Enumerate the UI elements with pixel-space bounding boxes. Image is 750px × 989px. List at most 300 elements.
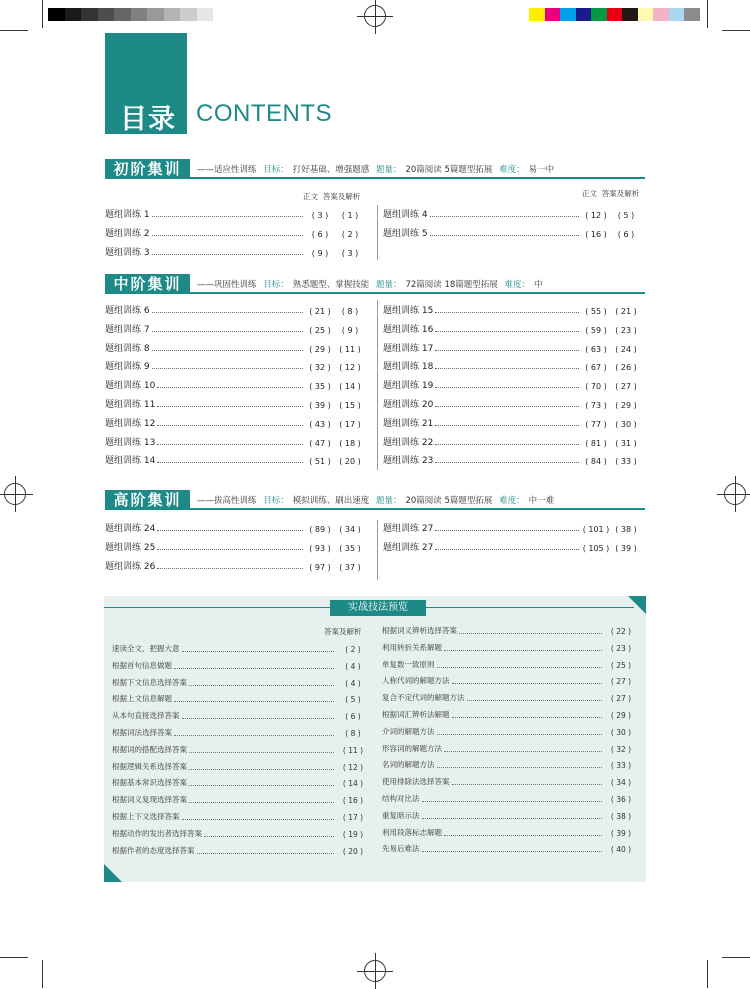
crop-mark [0, 957, 28, 958]
dot-leader [157, 530, 303, 531]
dot-leader [452, 717, 603, 718]
toc-row[interactable] [105, 434, 365, 448]
color-swatch [669, 8, 685, 21]
dot-leader [197, 853, 335, 854]
toc-label: 题组训练 15 [383, 306, 434, 316]
dot-leader [157, 406, 303, 407]
toc-row[interactable] [105, 206, 365, 220]
dot-leader [204, 836, 334, 837]
column-divider [377, 520, 378, 580]
dot-leader [152, 312, 303, 313]
toc-row[interactable] [105, 558, 365, 572]
toc-answer-page: ( 11 ) [339, 344, 361, 354]
skill-page: ( 36 ) [610, 795, 632, 804]
toc-page: ( 81 ) [585, 438, 607, 448]
skill-label: 根据词法选择答案 [112, 728, 172, 737]
toc-label: 题组训练 4 [383, 210, 428, 220]
toc-answer-page: ( 1 ) [341, 211, 359, 220]
column-header: 正文 答案及解析 [582, 189, 640, 198]
page-title: 目录 [120, 104, 176, 135]
dot-leader [444, 751, 602, 752]
toc-label: 题组训练 9 [105, 362, 150, 373]
toc-answer-page: ( 14 ) [339, 382, 361, 392]
dot-leader [435, 549, 579, 550]
column-header: 正文 答案及解析 [303, 192, 361, 201]
color-swatch [653, 8, 669, 21]
toc-label: 题组训练 13 [105, 437, 156, 448]
skill-page: ( 6 ) [345, 712, 361, 722]
toc-answer-page: ( 27 ) [615, 382, 637, 392]
skill-page: ( 19 ) [342, 829, 364, 839]
skill-row[interactable] [112, 659, 370, 671]
dot-leader [189, 752, 334, 753]
toc-page: ( 59 ) [585, 325, 607, 335]
toc-label: 题组训练 10 [105, 381, 156, 392]
skill-row[interactable] [382, 708, 638, 720]
toc-page: ( 32 ) [309, 363, 331, 373]
toc-page: ( 73 ) [585, 401, 607, 410]
toc-page: ( 97 ) [309, 562, 331, 572]
skill-page: ( 38 ) [610, 811, 632, 821]
skill-row[interactable] [112, 642, 370, 654]
section-header-intermediate [105, 274, 645, 294]
skill-page: ( 14 ) [342, 779, 364, 789]
toc-page: ( 51 ) [309, 457, 331, 467]
crop-mark [707, 960, 708, 988]
registration-mark-icon [4, 483, 26, 505]
toc-page: ( 77 ) [585, 419, 607, 429]
toc-row[interactable] [383, 358, 641, 372]
color-swatch [545, 8, 561, 21]
skill-row[interactable] [382, 809, 638, 821]
toc-row[interactable] [105, 225, 365, 239]
toc-row[interactable] [383, 340, 641, 354]
toc-row[interactable] [105, 377, 365, 391]
toc-page: ( 3 ) [311, 211, 329, 220]
crop-mark [42, 0, 43, 28]
column-header: 答案及解析 [324, 627, 362, 636]
skill-row[interactable] [112, 726, 370, 738]
toc-row[interactable] [105, 396, 365, 410]
toc-label: 题组训练 12 [105, 418, 156, 429]
toc-label: 题组训练 26 [105, 561, 156, 572]
toc-label: 题组训练 20 [383, 400, 434, 410]
toc-row[interactable] [105, 452, 365, 466]
toc-label: 题组训练 7 [105, 324, 150, 335]
section-info: ——拔高性训练 目标： 模拟训练、刷出速度 题量： 20篇阅读 5篇题型拓展 难度： 中一难 [197, 496, 555, 506]
crop-mark [722, 30, 750, 31]
toc-row[interactable] [383, 377, 641, 391]
skill-page: ( 4 ) [345, 661, 361, 671]
toc-row[interactable] [383, 206, 641, 220]
skill-row[interactable] [112, 743, 370, 755]
skill-row[interactable] [112, 810, 370, 822]
toc-answer-page: ( 5 ) [617, 211, 635, 220]
skill-row[interactable] [382, 725, 638, 737]
skill-row[interactable] [382, 691, 638, 703]
toc-row[interactable] [105, 302, 365, 316]
dot-leader [174, 668, 334, 669]
toc-answer-page: ( 6 ) [617, 229, 635, 239]
skill-row[interactable] [112, 827, 370, 839]
dot-leader [422, 801, 603, 802]
skill-label: 速读全文、把握大意 [112, 644, 180, 653]
toc-answer-page: ( 26 ) [615, 363, 637, 373]
skill-page: ( 30 ) [610, 727, 632, 737]
toc-row[interactable] [105, 520, 365, 534]
toc-answer-page: ( 23 ) [615, 325, 637, 335]
toc-page: ( 6 ) [311, 229, 329, 239]
toc-label: 题组训练 27 [383, 542, 434, 553]
dot-leader [157, 568, 303, 569]
dot-leader [467, 700, 603, 701]
skill-label: 根据逻辑关系选择答案 [112, 761, 187, 771]
toc-answer-page: ( 20 ) [339, 457, 361, 467]
skill-page: ( 39 ) [610, 828, 632, 838]
skill-row[interactable] [382, 658, 638, 670]
toc-answer-page: ( 15 ) [339, 401, 361, 410]
crop-mark [42, 960, 43, 988]
dot-leader [422, 818, 603, 819]
dot-leader [157, 444, 303, 445]
corner-decoration [104, 864, 122, 882]
toc-answer-page: ( 34 ) [339, 525, 361, 534]
gray-swatch [114, 8, 131, 21]
toc-page: ( 25 ) [309, 325, 331, 335]
toc-page: ( 84 ) [585, 457, 607, 467]
toc-label: 题组训练 18 [383, 362, 434, 373]
skill-label: 根据词义复现选择答案 [112, 795, 187, 805]
gray-swatch [131, 8, 148, 21]
dot-leader [152, 216, 303, 217]
skill-row[interactable] [382, 775, 638, 787]
dot-leader [174, 735, 334, 736]
toc-answer-page: ( 37 ) [339, 562, 361, 572]
toc-label: 题组训练 23 [383, 456, 434, 467]
dot-leader [430, 235, 579, 236]
dot-leader [435, 368, 579, 369]
toc-label: 题组训练 14 [105, 456, 156, 467]
skill-page: ( 29 ) [610, 711, 632, 720]
column-divider [377, 300, 378, 470]
toc-answer-page: ( 18 ) [339, 438, 361, 448]
skill-label: 使用排除法选择答案 [382, 777, 450, 787]
toc-page: ( 93 ) [309, 543, 331, 553]
skill-page: ( 27 ) [610, 677, 632, 687]
dot-leader [174, 701, 334, 702]
skill-row[interactable] [112, 709, 370, 721]
gray-swatch [48, 8, 65, 21]
gray-swatch [81, 8, 98, 21]
section-title: 中阶集训 [105, 274, 190, 294]
toc-label: 题组训练 1 [105, 210, 150, 220]
toc-row[interactable] [383, 415, 641, 429]
toc-label: 题组训练 19 [383, 381, 434, 392]
skill-label: 根据动作的发出者选择答案 [112, 828, 202, 838]
dot-leader [422, 851, 603, 852]
skill-label: 名词的解题方法 [382, 760, 435, 770]
color-swatch [529, 8, 545, 21]
skill-page: ( 34 ) [610, 778, 632, 788]
toc-row[interactable] [105, 358, 365, 372]
registration-mark-icon [724, 483, 746, 505]
crop-mark [707, 0, 708, 28]
dot-leader [435, 444, 579, 445]
toc-answer-page: ( 38 ) [615, 525, 637, 534]
dot-leader [437, 767, 603, 768]
dot-leader [435, 425, 579, 426]
toc-answer-page: ( 9 ) [341, 325, 359, 335]
toc-answer-page: ( 17 ) [339, 419, 361, 429]
toc-page: ( 105 ) [582, 543, 610, 553]
toc-answer-page: ( 3 ) [341, 248, 359, 258]
color-swatch [622, 8, 638, 21]
dot-leader [459, 633, 602, 634]
dot-leader [152, 235, 303, 236]
skill-label: 根据词的搭配选择答案 [112, 744, 187, 754]
skill-label: 人称代词的解题方法 [382, 676, 450, 686]
dot-leader [189, 685, 334, 686]
skill-label: 根据作者的态度选择答案 [112, 845, 195, 855]
section-title: 高阶集训 [105, 490, 190, 510]
dot-leader [157, 425, 303, 426]
skill-row[interactable] [382, 742, 638, 754]
toc-page: ( 9 ) [311, 248, 329, 258]
color-swatch [607, 8, 623, 21]
color-swatch [684, 8, 700, 21]
toc-page: ( 47 ) [309, 438, 331, 448]
toc-label: 题组训练 25 [105, 542, 156, 553]
dot-leader [444, 650, 602, 651]
toc-page: ( 89 ) [309, 525, 331, 534]
section-header-advanced [105, 490, 645, 510]
toc-label: 题组训练 11 [105, 400, 156, 410]
skill-page: ( 33 ) [610, 761, 632, 771]
toc-row[interactable] [105, 244, 365, 258]
dot-leader [157, 387, 303, 388]
skill-label: 根据首句信息做题 [112, 660, 172, 670]
skill-label: 先易后难法 [382, 844, 420, 854]
skill-page: ( 12 ) [342, 762, 364, 772]
dot-leader [435, 530, 579, 531]
toc-row[interactable] [105, 539, 365, 553]
skill-page: ( 11 ) [342, 745, 364, 755]
toc-row[interactable] [383, 452, 641, 466]
skill-page: ( 23 ) [610, 643, 632, 653]
toc-label: 题组训练 21 [383, 418, 434, 429]
dot-leader [430, 216, 579, 217]
dot-leader [435, 331, 579, 332]
toc-row[interactable] [105, 415, 365, 429]
skill-row[interactable] [112, 776, 370, 788]
dot-leader [435, 406, 579, 407]
dot-leader [152, 254, 303, 255]
section-info: ——适应性训练 目标： 打好基础、增强题感 题量： 20篇阅读 5篇题型拓展 难度： 易一中 [197, 165, 555, 175]
toc-answer-page: ( 29 ) [615, 401, 637, 410]
registration-mark-icon [364, 5, 386, 27]
toc-label: 题组训练 24 [105, 524, 156, 534]
dot-leader [435, 350, 579, 351]
skill-row[interactable] [382, 842, 638, 854]
toc-answer-page: ( 33 ) [615, 457, 637, 467]
skill-label: 利用转折关系解题 [382, 642, 442, 652]
dot-leader [435, 462, 579, 463]
dot-leader [452, 784, 603, 785]
skill-label: 单复数一致原则 [382, 659, 435, 669]
toc-answer-page: ( 39 ) [615, 543, 637, 553]
dot-leader [152, 350, 303, 351]
gray-swatch [164, 8, 181, 21]
gray-swatch [197, 8, 214, 21]
toc-label: 题组训练 5 [383, 228, 428, 239]
skill-page: ( 40 ) [610, 845, 632, 855]
skill-label: 根据上文信息解题 [112, 694, 172, 704]
gray-swatch [65, 8, 82, 21]
skill-page: ( 5 ) [345, 695, 361, 705]
toc-page: ( 39 ) [309, 401, 331, 410]
skill-row[interactable] [382, 641, 638, 653]
skill-page: ( 20 ) [342, 846, 364, 856]
toc-row[interactable] [383, 520, 641, 534]
toc-page: ( 12 ) [585, 211, 607, 220]
toc-page: ( 63 ) [585, 344, 607, 354]
color-swatch [560, 8, 576, 21]
toc-page: ( 16 ) [585, 229, 607, 239]
skill-label: 根据上下文选择答案 [112, 812, 180, 821]
toc-answer-page: ( 12 ) [339, 363, 361, 373]
toc-row[interactable] [383, 302, 641, 316]
toc-label: 题组训练 3 [105, 247, 150, 258]
skill-label: 根据词义辨析选择答案 [382, 626, 457, 635]
toc-label: 题组训练 2 [105, 228, 150, 239]
dot-leader [182, 819, 335, 820]
dot-leader [435, 387, 579, 388]
skill-label: 利用段落标志解题 [382, 827, 442, 837]
skill-page: ( 2 ) [345, 645, 361, 654]
skill-row[interactable] [382, 826, 638, 838]
skill-row[interactable] [382, 674, 638, 686]
skill-row[interactable] [112, 692, 370, 704]
crop-mark [722, 957, 750, 958]
toc-page: ( 101 ) [582, 525, 610, 534]
dot-leader [189, 769, 334, 770]
skill-label: 根据基本常识选择答案 [112, 778, 187, 788]
toc-answer-page: ( 8 ) [341, 307, 359, 316]
color-swatch [638, 8, 654, 21]
skill-page: ( 4 ) [345, 678, 361, 688]
registration-mark-icon [364, 960, 386, 982]
toc-row[interactable] [105, 340, 365, 354]
toc-answer-page: ( 24 ) [615, 344, 637, 354]
skill-label: 介词的解题方法 [382, 726, 435, 736]
section-title: 初阶集训 [105, 159, 190, 179]
dot-leader [157, 549, 303, 550]
skill-row[interactable] [112, 676, 370, 688]
section-header-beginner [105, 159, 645, 179]
gray-swatch [98, 8, 115, 21]
skill-page: ( 32 ) [610, 744, 632, 754]
toc-row[interactable] [383, 539, 641, 553]
toc-page: ( 29 ) [309, 344, 331, 354]
gray-swatch [213, 8, 230, 21]
toc-label: 题组训练 8 [105, 343, 150, 354]
toc-row[interactable] [383, 396, 641, 410]
toc-label: 题组训练 17 [383, 343, 434, 354]
toc-answer-page: ( 30 ) [615, 419, 637, 429]
gray-swatch [180, 8, 197, 21]
dot-leader [444, 835, 602, 836]
skill-row[interactable] [382, 758, 638, 770]
skills-title: 实战技法预览 [330, 600, 426, 616]
toc-row[interactable] [105, 321, 365, 335]
toc-row[interactable] [383, 434, 641, 448]
dot-leader [452, 683, 603, 684]
toc-page: ( 43 ) [309, 419, 331, 429]
skill-page: ( 27 ) [610, 694, 632, 704]
toc-answer-page: ( 31 ) [615, 438, 637, 448]
dot-leader [182, 651, 335, 652]
skill-label: 根据下文信息选择答案 [112, 677, 187, 687]
skills-preview-panel [104, 596, 646, 882]
skill-page: ( 8 ) [345, 729, 361, 738]
skill-row[interactable] [112, 793, 370, 805]
column-divider [377, 205, 378, 260]
skill-page: ( 17 ) [342, 813, 364, 822]
dot-leader [152, 368, 303, 369]
dot-leader [435, 312, 579, 313]
dot-leader [152, 331, 303, 332]
toc-label: 题组训练 27 [383, 524, 434, 534]
skill-page: ( 25 ) [610, 660, 632, 670]
dot-leader [157, 462, 303, 463]
dot-leader [189, 802, 334, 803]
toc-page: ( 21 ) [309, 307, 331, 316]
toc-page: ( 35 ) [309, 382, 331, 392]
dot-leader [189, 785, 334, 786]
color-swatch [576, 8, 592, 21]
skill-page: ( 22 ) [610, 627, 632, 636]
skill-label: 结构对比法 [382, 794, 420, 803]
skill-label: 复合不定代词的解题方法 [382, 693, 465, 703]
skill-row[interactable] [112, 844, 370, 856]
toc-page: ( 55 ) [585, 307, 607, 316]
dot-leader [437, 667, 603, 668]
toc-label: 题组训练 6 [105, 306, 150, 316]
corner-decoration [628, 596, 646, 614]
toc-answer-page: ( 21 ) [615, 307, 637, 316]
toc-label: 题组训练 16 [383, 324, 434, 335]
page-title-english: CONTENTS [196, 100, 332, 127]
toc-page: ( 70 ) [585, 382, 607, 392]
skill-label: 形容词的解题方法 [382, 743, 442, 753]
gray-swatch [147, 8, 164, 21]
dot-leader [437, 734, 603, 735]
dot-leader [182, 718, 335, 719]
skill-row[interactable] [382, 624, 638, 636]
crop-mark [0, 30, 28, 31]
toc-answer-page: ( 35 ) [339, 543, 361, 553]
color-swatch [591, 8, 607, 21]
toc-row[interactable] [383, 321, 641, 335]
toc-row[interactable] [383, 225, 641, 239]
section-info: ——巩固性训练 目标： 熟悉题型、掌握技能 题量： 72篇阅读 18篇题型拓展 难度： 中 [197, 280, 543, 290]
skill-row[interactable] [382, 792, 638, 804]
toc-page: ( 67 ) [585, 363, 607, 373]
skill-row[interactable] [112, 760, 370, 772]
toc-answer-page: ( 2 ) [341, 229, 359, 239]
skill-page: ( 16 ) [342, 796, 364, 806]
skill-label: 从本句直接选择答案 [112, 711, 180, 721]
